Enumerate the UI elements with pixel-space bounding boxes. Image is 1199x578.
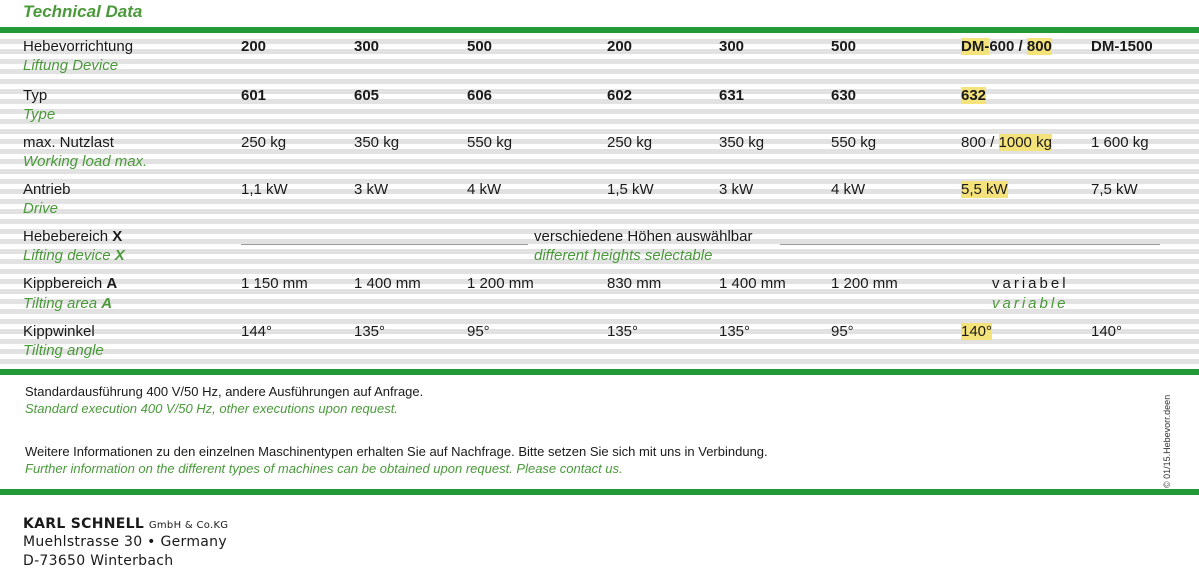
company-city: D-73650 Winterbach [23, 553, 174, 569]
cell: 605 [354, 87, 380, 104]
row-label-en [23, 295, 112, 312]
row-label-de: Typ [23, 87, 48, 104]
cell: 3 kW [719, 181, 754, 198]
cell: 1,5 kW [607, 181, 654, 198]
cell: 144° [241, 323, 273, 340]
cell: 7,5 kW [1091, 181, 1138, 198]
dm-slash: / [1014, 38, 1027, 55]
span-text-de: verschiedene Höhen auswählbar [534, 228, 753, 245]
row-label-de: Hebevorrichtung [23, 38, 134, 55]
cell: 350 kg [719, 134, 765, 151]
cell-dm-model [961, 38, 1052, 55]
span-line-left [241, 244, 528, 245]
cell: 3 kW [354, 181, 389, 198]
cell: 1,1 kW [241, 181, 288, 198]
cell: 1 200 mm [831, 275, 898, 292]
cell: 350 kg [354, 134, 400, 151]
highlight: 632 [961, 87, 987, 104]
label-text: Kippbereich [23, 275, 103, 292]
row-label-en: Type [23, 106, 56, 123]
note-de: Standardausführung 400 V/50 Hz, andere Ausführungen auf Anfrage. [25, 384, 424, 399]
highlight: 1000 kg [998, 134, 1052, 151]
row-label-en: Liftung Device [23, 57, 119, 74]
cell: 602 [607, 87, 633, 104]
table-background [0, 34, 1199, 368]
cell: 4 kW [831, 181, 866, 198]
label-text: Lifting device [23, 247, 111, 264]
cell: 630 [831, 87, 857, 104]
cell [961, 134, 1052, 151]
cell [961, 323, 992, 340]
cell: 135° [354, 323, 386, 340]
cell: DM-1500 [1091, 38, 1153, 55]
cell: 300 [719, 38, 745, 55]
cell: 95° [831, 323, 854, 340]
cell-variable-de: variabel [992, 275, 1069, 292]
cell: 300 [354, 38, 380, 55]
label-text: Tilting area [23, 295, 98, 312]
cell: 140° [1091, 323, 1123, 340]
dm-value: 600 [989, 38, 1015, 55]
cell-variable-en: variable [992, 295, 1069, 312]
row-label-en: Working load max. [23, 153, 148, 170]
cell: 1 400 mm [354, 275, 421, 292]
cell [961, 181, 1008, 198]
company-street: Muehlstrasse 30 • Germany [23, 534, 227, 550]
row-label-de [23, 228, 122, 245]
company-suffix: GmbH & Co.KG [148, 520, 229, 531]
cell: 200 [241, 38, 267, 55]
cell: 500 [467, 38, 493, 55]
cell: 606 [467, 87, 493, 104]
note-de: Weitere Informationen zu den einzelnen Maschinentypen erhalten Sie auf Nachfrage. Bitte setzen Sie sich mit uns in Verbindung. [25, 444, 768, 459]
cell: 1 200 mm [467, 275, 534, 292]
cell: 830 mm [607, 275, 662, 292]
label-variable: A [106, 275, 118, 292]
label-variable: X [112, 228, 123, 245]
row-label-en: Drive [23, 200, 59, 217]
cell: 135° [607, 323, 639, 340]
span-text-en: different heights selectable [534, 247, 713, 264]
row-label-de: Kippwinkel [23, 323, 95, 340]
note-en: Further information on the different types of machines can be obtained upon request. Please contact us. [25, 461, 623, 476]
cell [961, 87, 986, 104]
cell: 631 [719, 87, 745, 104]
cell: 135° [719, 323, 751, 340]
highlight: 5,5 kW [961, 181, 1008, 198]
label-variable: X [114, 247, 125, 264]
document-code: © 01/15.Hebevorr.deen [1162, 394, 1172, 488]
cell: 550 kg [831, 134, 877, 151]
label-text: Hebebereich [23, 228, 109, 245]
cell: 1 150 mm [241, 275, 308, 292]
note-en: Standard execution 400 V/50 Hz, other executions upon request. [25, 401, 398, 416]
row-label-en: Tilting angle [23, 342, 104, 359]
footer-divider [0, 489, 1199, 495]
cell-part: 800 / [961, 134, 999, 151]
cell: 1 400 mm [719, 275, 786, 292]
header-divider [0, 27, 1199, 33]
cell: 4 kW [467, 181, 502, 198]
highlight: 140° [961, 323, 993, 340]
cell: 250 kg [241, 134, 287, 151]
table-divider [0, 369, 1199, 375]
page-title: Technical Data [23, 2, 143, 21]
row-label-en [23, 247, 125, 264]
company-name-text: KARL SCHNELL [23, 516, 145, 532]
row-label-de [23, 275, 117, 292]
cell: 550 kg [467, 134, 513, 151]
cell: 250 kg [607, 134, 653, 151]
cell: 601 [241, 87, 267, 104]
highlight: DM- [961, 38, 990, 55]
cell: 500 [831, 38, 857, 55]
cell: 95° [467, 323, 490, 340]
company-name [23, 516, 228, 532]
cell: 200 [607, 38, 633, 55]
row-label-de: Antrieb [23, 181, 71, 198]
cell: 1 600 kg [1091, 134, 1149, 151]
span-line-right [780, 244, 1160, 245]
row-label-de: max. Nutzlast [23, 134, 114, 151]
label-variable: A [101, 295, 113, 312]
highlight: 800 [1026, 38, 1052, 55]
